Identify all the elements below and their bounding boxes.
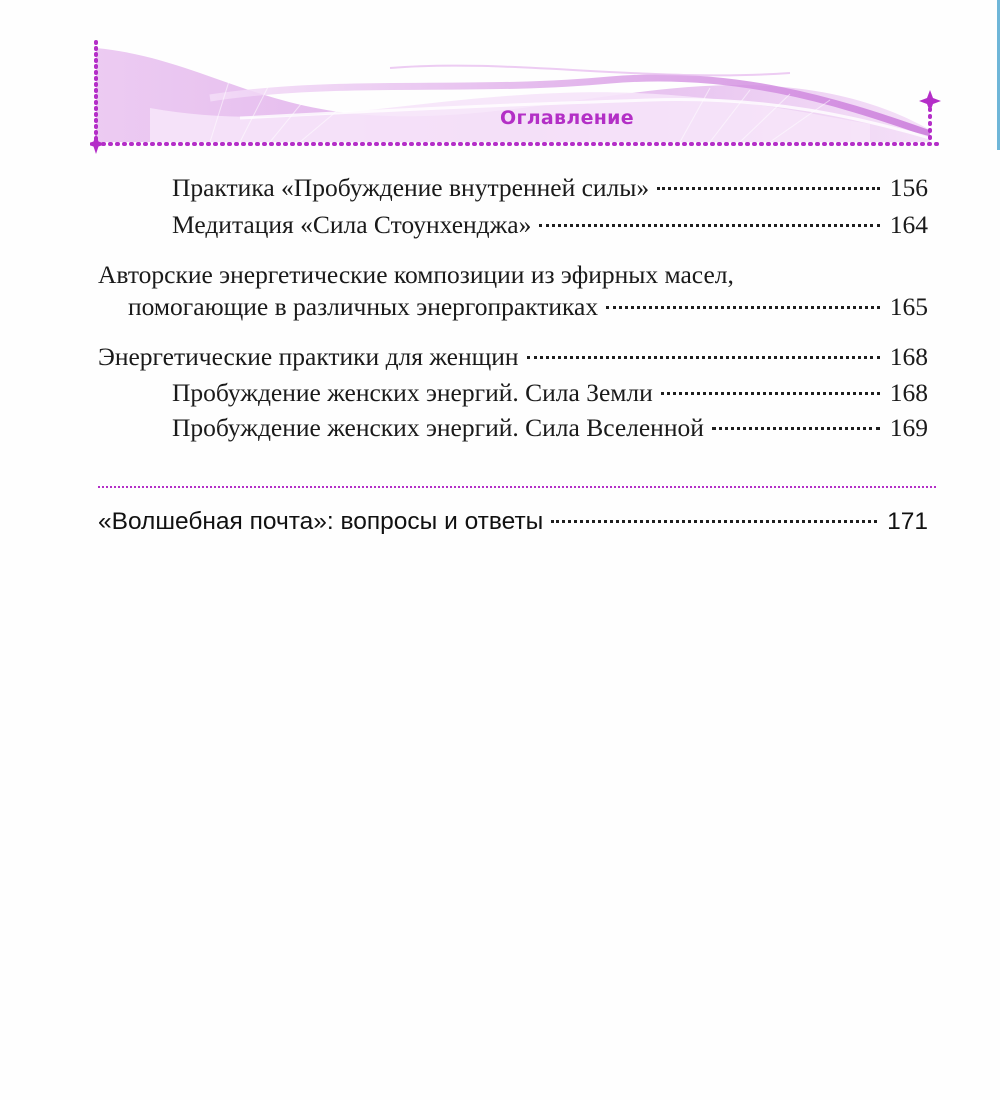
toc-entry-label: Пробуждение женских энергий. Сила Земли — [172, 378, 653, 407]
toc-entry-label: Энергетические практики для женщин — [98, 342, 519, 371]
header-title: Оглавление — [500, 107, 634, 129]
toc-entry-page: 164 — [889, 210, 928, 239]
toc-entry-page: 165 — [889, 292, 928, 321]
dot-leader — [527, 356, 880, 359]
toc-entry[interactable] — [172, 378, 928, 408]
toc-entry-page: 171 — [887, 508, 928, 535]
toc-entry[interactable] — [172, 173, 928, 203]
toc-entry-page: 168 — [889, 378, 928, 407]
toc-entry-label-line1[interactable]: Авторские энергетические композиции из эфирных масел, — [98, 260, 734, 289]
dot-leader — [606, 306, 880, 309]
dot-leader — [712, 427, 880, 430]
toc-entry[interactable] — [98, 342, 928, 372]
toc-entry-page: 169 — [889, 413, 928, 442]
dot-leader — [551, 520, 877, 523]
toc-entry-label: Пробуждение женских энергий. Сила Вселенной — [172, 413, 704, 442]
section-divider — [98, 486, 936, 488]
header-wave-ornament — [90, 38, 946, 156]
toc-entry[interactable] — [128, 292, 928, 322]
toc-entry[interactable] — [172, 210, 928, 240]
section-header — [90, 38, 946, 156]
toc-entry-page: 168 — [889, 342, 928, 371]
toc-entry-page: 156 — [889, 173, 928, 202]
toc-entry-label: помогающие в различных энергопрактиках — [128, 292, 599, 321]
toc-entry-label: Практика «Пробуждение внутренней силы» — [172, 173, 650, 202]
toc-entry-final[interactable] — [98, 507, 928, 537]
toc-entry[interactable] — [172, 413, 928, 443]
dot-leader — [539, 224, 879, 227]
dot-leader — [657, 187, 880, 190]
toc-entry-label: «Волшебная почта»: вопросы и ответы — [98, 508, 544, 535]
dot-leader — [661, 392, 880, 395]
toc-entry-label: Медитация «Сила Стоунхенджа» — [172, 210, 532, 239]
